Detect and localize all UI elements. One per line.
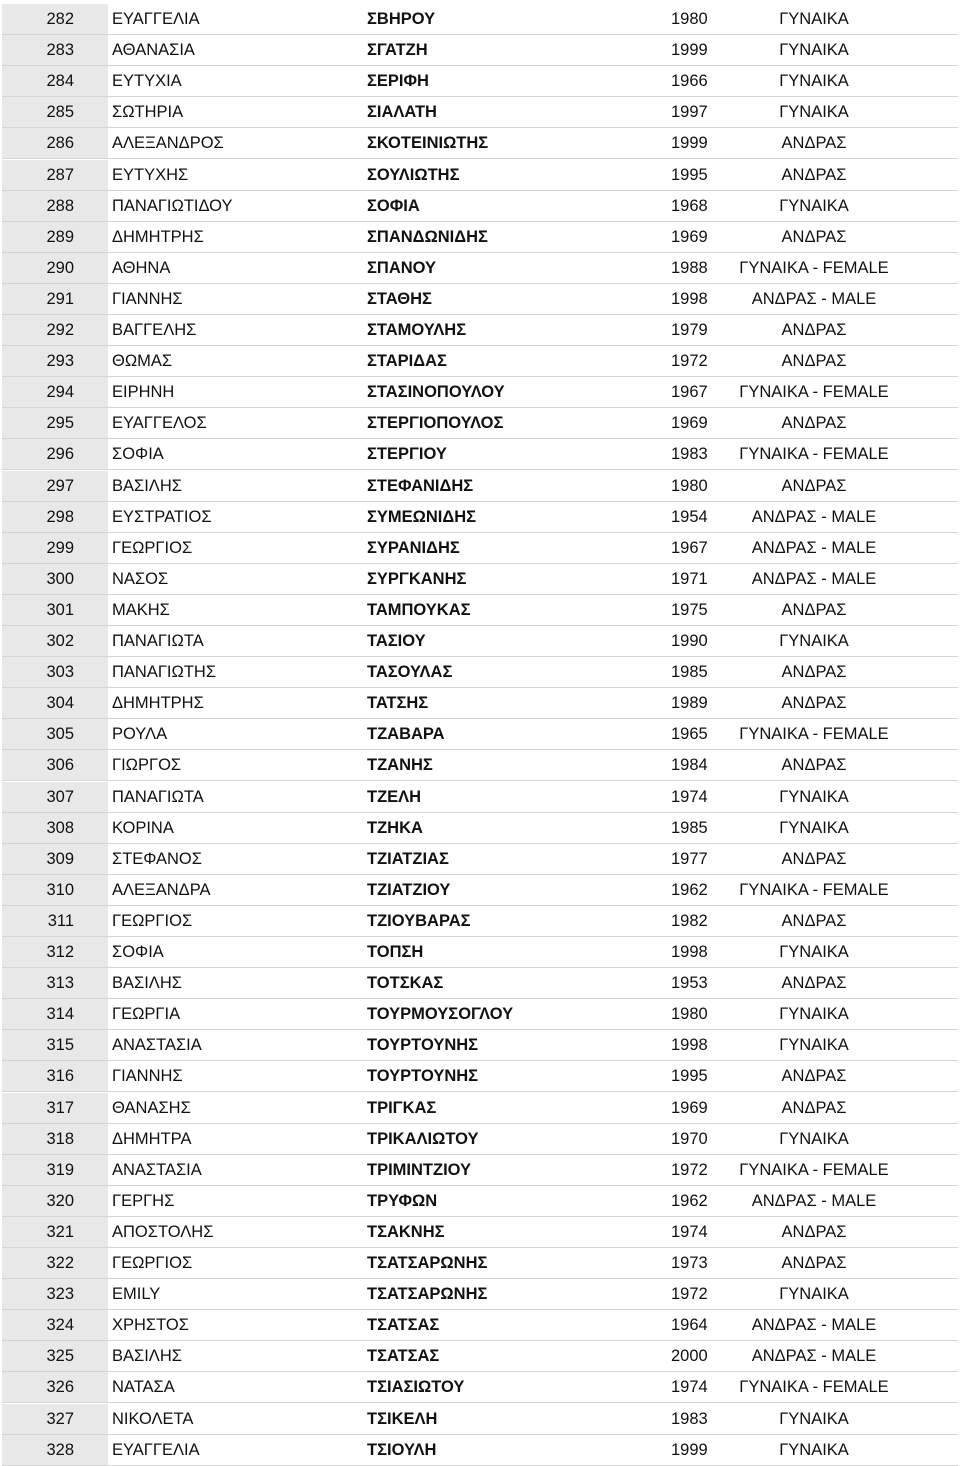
gender: ΑΝΔΡΑΣ <box>781 1098 847 1117</box>
table-row <box>2 502 958 533</box>
last-name: ΤΖΙΑΤΖΙΑΣ <box>367 849 449 868</box>
row-number: 300 <box>2 564 108 594</box>
first-name: ΔΗΜΗΤΡΗΣ <box>112 694 204 713</box>
birth-year: 1982 <box>671 911 708 930</box>
gender: ΑΝΔΡΑΣ <box>781 476 847 495</box>
row-number: 290 <box>2 253 108 283</box>
table-row <box>2 937 958 968</box>
gender: ΓΥΝΑΙΚΑ <box>779 818 849 837</box>
table-row <box>2 128 958 159</box>
birth-year: 1971 <box>671 569 708 588</box>
row-number: 324 <box>2 1310 108 1340</box>
first-name: ΑΠΟΣΤΟΛΗΣ <box>112 1222 214 1241</box>
gender: ΑΝΔΡΑΣ <box>781 911 847 930</box>
first-name: ΜΑΚΗΣ <box>112 600 170 619</box>
birth-year: 1995 <box>671 165 708 184</box>
birth-year: 1983 <box>671 445 708 464</box>
last-name: ΣΟΦΙΑ <box>367 196 420 215</box>
birth-year: 1967 <box>671 538 708 557</box>
last-name: ΤΣΑΤΣΑΡΩΝΗΣ <box>367 1285 488 1304</box>
row-number: 294 <box>2 377 108 407</box>
birth-year: 1953 <box>671 974 708 993</box>
gender: ΑΝΔΡΑΣ - MALE <box>751 1191 877 1210</box>
last-name: ΤΡΙΚΑΛΙΩΤΟΥ <box>367 1129 479 1148</box>
table-row <box>2 1093 958 1124</box>
row-number: 295 <box>2 408 108 438</box>
table-row <box>2 1186 958 1217</box>
first-name: ΑΘΗΝΑ <box>112 258 171 277</box>
birth-year: 1995 <box>671 1067 708 1086</box>
last-name: ΤΖΗΚΑ <box>367 818 423 837</box>
birth-year: 1972 <box>671 1285 708 1304</box>
table-row <box>2 564 958 595</box>
first-name: ΑΘΑΝΑΣΙΑ <box>112 41 195 60</box>
table-row <box>2 782 958 813</box>
row-number: 320 <box>2 1186 108 1216</box>
birth-year: 1979 <box>671 321 708 339</box>
table-row <box>2 97 958 128</box>
birth-year: 1972 <box>671 352 708 371</box>
row-number: 307 <box>2 782 108 812</box>
last-name: ΤΣΑΤΣΑΡΩΝΗΣ <box>367 1254 488 1272</box>
first-name: ΚΟΡΙΝΑ <box>112 818 174 837</box>
row-number: 287 <box>2 160 108 190</box>
row-number: 328 <box>2 1435 108 1465</box>
table-row <box>2 1061 958 1092</box>
birth-year: 1998 <box>671 289 708 308</box>
table-row <box>2 906 958 937</box>
gender: ΑΝΔΡΑΣ <box>781 756 847 775</box>
table-row <box>2 408 958 439</box>
table-row <box>2 1217 958 1248</box>
gender: ΓΥΝΑΙΚΑ - FEMALE <box>739 258 889 277</box>
gender: ΑΝΔΡΑΣ <box>781 694 847 713</box>
first-name: ΕΥΑΓΓΕΛΟΣ <box>112 414 207 433</box>
first-name: ΓΕΩΡΓΙΟΣ <box>112 1254 193 1272</box>
gender: ΑΝΔΡΑΣ - MALE <box>751 1347 877 1366</box>
table-row <box>2 813 958 844</box>
birth-year: 1999 <box>671 41 708 60</box>
birth-year: 1989 <box>671 694 708 713</box>
gender: ΑΝΔΡΑΣ <box>781 352 847 371</box>
gender: ΑΝΔΡΑΣ - MALE <box>751 538 877 557</box>
birth-year: 1999 <box>671 1440 708 1459</box>
table-row <box>2 35 958 66</box>
birth-year: 1969 <box>671 414 708 433</box>
last-name: ΤΖΙΟΥΒΑΡΑΣ <box>367 911 471 930</box>
first-name: ΓΕΩΡΓΙΑ <box>112 1005 181 1024</box>
birth-year: 1965 <box>671 725 708 744</box>
birth-year: 1984 <box>671 756 708 775</box>
last-name: ΤΣΑΤΣΑΣ <box>367 1347 440 1366</box>
gender: ΑΝΔΡΑΣ <box>781 134 847 153</box>
first-name: ΠΑΝΑΓΙΩΤΑ <box>112 632 204 650</box>
last-name: ΤΡΙΜΙΝΤΖΙΟΥ <box>367 1160 472 1179</box>
last-name: ΤΟΥΡΤΟΥΝΗΣ <box>367 1036 479 1055</box>
last-name: ΣΤΑΡΙΔΑΣ <box>367 352 447 371</box>
gender: ΑΝΔΡΑΣ - MALE <box>751 507 877 526</box>
gender: ΑΝΔΡΑΣ <box>781 1222 847 1241</box>
last-name: ΣΕΡΙΦΗ <box>367 72 429 91</box>
first-name: ΒΑΣΙΛΗΣ <box>112 476 182 495</box>
gender: ΓΥΝΑΙΚΑ <box>779 72 849 91</box>
table-row <box>2 1310 958 1341</box>
birth-year: 1962 <box>671 1191 708 1210</box>
birth-year: 1969 <box>671 1098 708 1117</box>
last-name: ΤΣΙΟΥΛΗ <box>367 1440 437 1459</box>
row-number: 316 <box>2 1061 108 1091</box>
table-row <box>2 1030 958 1061</box>
first-name: ΒΑΣΙΛΗΣ <box>112 1347 182 1366</box>
gender: ΓΥΝΑΙΚΑ <box>779 1409 849 1428</box>
last-name: ΤΑΤΣΗΣ <box>367 694 429 713</box>
first-name: ΑΛΕΞΑΝΔΡΑ <box>112 880 211 899</box>
gender: ΓΥΝΑΙΚΑ <box>779 1036 849 1055</box>
birth-year: 1974 <box>671 1222 708 1241</box>
row-number: 291 <box>2 284 108 314</box>
table-row <box>2 439 958 470</box>
last-name: ΤΑΣΙΟΥ <box>367 632 426 650</box>
birth-year: 1997 <box>671 103 708 122</box>
first-name: ΑΛΕΞΑΝΔΡΟΣ <box>112 134 224 153</box>
last-name: ΤΟΥΡΤΟΥΝΗΣ <box>367 1067 479 1086</box>
gender: ΑΝΔΡΑΣ <box>781 663 847 682</box>
first-name: ΝΑΣΟΣ <box>112 569 169 588</box>
last-name: ΣΓΑΤΖΗ <box>367 41 428 60</box>
row-number: 304 <box>2 688 108 718</box>
first-name: ΕΙΡΗΝΗ <box>112 383 175 402</box>
table-row <box>2 1248 958 1279</box>
table-row <box>2 1124 958 1155</box>
first-name: ΔΗΜΗΤΡΗΣ <box>112 227 204 246</box>
row-number: 289 <box>2 222 108 252</box>
birth-year: 1977 <box>671 849 708 868</box>
gender: ΓΥΝΑΙΚΑ - FEMALE <box>739 383 889 402</box>
row-number: 317 <box>2 1093 108 1123</box>
row-number: 299 <box>2 533 108 563</box>
first-name: ΠΑΝΑΓΙΩΤΙΔΟΥ <box>112 196 233 215</box>
gender: ΑΝΔΡΑΣ <box>781 1254 847 1272</box>
birth-year: 1983 <box>671 1409 708 1428</box>
row-number: 297 <box>2 471 108 501</box>
last-name: ΣΤΑΘΗΣ <box>367 289 432 308</box>
first-name: ΣΤΕΦΑΝΟΣ <box>112 849 202 868</box>
row-number: 283 <box>2 35 108 65</box>
last-name: ΤΣΙΑΣΙΩΤΟΥ <box>367 1378 465 1397</box>
last-name: ΣΙΑΛΑΤΗ <box>367 103 437 122</box>
first-name: ΣΟΦΙΑ <box>112 943 164 961</box>
table-row <box>2 1341 958 1372</box>
birth-year: 1999 <box>671 134 708 153</box>
last-name: ΣΥΜΕΩΝΙΔΗΣ <box>367 507 477 526</box>
last-name: ΣΤΕΡΓΙΟΠΟΥΛΟΣ <box>367 414 504 433</box>
row-number: 326 <box>2 1372 108 1402</box>
birth-year: 1966 <box>671 72 708 91</box>
row-number: 312 <box>2 937 108 967</box>
last-name: ΤΖΑΒΑΡΑ <box>367 725 445 744</box>
last-name: ΤΖΕΛΗ <box>367 787 422 806</box>
table-row <box>2 160 958 191</box>
gender: ΑΝΔΡΑΣ - MALE <box>751 289 877 308</box>
first-name: ΓΕΡΓΗΣ <box>112 1191 175 1210</box>
table-row <box>2 253 958 284</box>
table-row <box>2 657 958 688</box>
gender: ΓΥΝΑΙΚΑ <box>779 103 849 122</box>
row-number: 323 <box>2 1279 108 1309</box>
last-name: ΣΤΑΜΟΥΛΗΣ <box>367 321 467 339</box>
row-number: 313 <box>2 968 108 998</box>
first-name: EMILY <box>112 1285 161 1304</box>
row-number: 322 <box>2 1248 108 1278</box>
table-row <box>2 844 958 875</box>
row-number: 286 <box>2 128 108 158</box>
table-row <box>2 1372 958 1403</box>
row-number: 301 <box>2 595 108 625</box>
gender: ΓΥΝΑΙΚΑ <box>779 1129 849 1148</box>
first-name: ΣΟΦΙΑ <box>112 445 164 464</box>
row-number: 303 <box>2 657 108 687</box>
row-number: 305 <box>2 719 108 749</box>
last-name: ΤΟΠΣΗ <box>367 943 424 961</box>
first-name: ΔΗΜΗΤΡΑ <box>112 1129 192 1148</box>
last-name: ΣΠΑΝΟΥ <box>367 258 437 277</box>
gender: ΑΝΔΡΑΣ <box>781 974 847 993</box>
table-row <box>2 595 958 626</box>
row-number: 302 <box>2 626 108 656</box>
birth-year: 1980 <box>671 10 708 28</box>
last-name: ΤΟΤΣΚΑΣ <box>367 974 444 993</box>
table-row <box>2 1155 958 1186</box>
table-row <box>2 533 958 564</box>
birth-year: 1985 <box>671 663 708 682</box>
gender: ΑΝΔΡΑΣ - MALE <box>751 569 877 588</box>
first-name: ΕΥΑΓΓΕΛΙΑ <box>112 10 200 28</box>
gender: ΓΥΝΑΙΚΑ - FEMALE <box>739 725 889 744</box>
gender: ΓΥΝΑΙΚΑ <box>779 10 849 28</box>
table-row <box>2 688 958 719</box>
birth-year: 1990 <box>671 632 708 650</box>
table-row <box>2 875 958 906</box>
gender: ΓΥΝΑΙΚΑ <box>779 632 849 650</box>
gender: ΑΝΔΡΑΣ <box>781 600 847 619</box>
first-name: ΕΥΤΥΧΗΣ <box>112 165 189 184</box>
first-name: ΓΕΩΡΓΙΟΣ <box>112 911 193 930</box>
gender: ΑΝΔΡΑΣ <box>781 414 847 433</box>
last-name: ΣΥΡΑΝΙΔΗΣ <box>367 538 460 557</box>
gender: ΓΥΝΑΙΚΑ <box>779 196 849 215</box>
row-number: 318 <box>2 1124 108 1154</box>
row-number: 309 <box>2 844 108 874</box>
gender: ΑΝΔΡΑΣ <box>781 1067 847 1086</box>
row-number: 325 <box>2 1341 108 1371</box>
first-name: ΘΩΜΑΣ <box>112 352 173 371</box>
table-row <box>2 626 958 657</box>
gender: ΑΝΔΡΑΣ <box>781 321 847 339</box>
birth-year: 1974 <box>671 787 708 806</box>
last-name: ΣΚΟΤΕΙΝΙΩΤΗΣ <box>367 134 489 153</box>
table-row <box>2 377 958 408</box>
table-row <box>2 719 958 750</box>
first-name: ΘΑΝΑΣΗΣ <box>112 1098 191 1117</box>
first-name: ΑΝΑΣΤΑΣΙΑ <box>112 1036 202 1055</box>
first-name: ΒΑΣΙΛΗΣ <box>112 974 182 993</box>
gender: ΓΥΝΑΙΚΑ <box>779 1285 849 1304</box>
table-row <box>2 968 958 999</box>
table-row <box>2 471 958 502</box>
table-row <box>2 1279 958 1310</box>
last-name: ΤΣΑΚΝΗΣ <box>367 1222 445 1241</box>
birth-year: 1985 <box>671 818 708 837</box>
last-name: ΤΖΙΑΤΖΙΟΥ <box>367 880 451 899</box>
row-number: 306 <box>2 750 108 780</box>
table-row <box>2 284 958 315</box>
row-number: 315 <box>2 1030 108 1060</box>
row-number: 293 <box>2 346 108 376</box>
first-name: ΠΑΝΑΓΙΩΤΑ <box>112 787 204 806</box>
first-name: ΓΙΑΝΝΗΣ <box>112 289 183 308</box>
table-row <box>2 999 958 1030</box>
table-row <box>2 1435 958 1466</box>
row-number: 282 <box>2 4 108 34</box>
last-name: ΣΟΥΛΙΩΤΗΣ <box>367 165 460 184</box>
birth-year: 1974 <box>671 1378 708 1397</box>
gender: ΓΥΝΑΙΚΑ <box>779 943 849 961</box>
row-number: 298 <box>2 502 108 532</box>
gender: ΓΥΝΑΙΚΑ <box>779 41 849 60</box>
row-number: 321 <box>2 1217 108 1247</box>
table-row <box>2 191 958 222</box>
first-name: ΠΑΝΑΓΙΩΤΗΣ <box>112 663 217 682</box>
gender: ΓΥΝΑΙΚΑ - FEMALE <box>739 1160 889 1179</box>
gender: ΓΥΝΑΙΚΑ <box>779 787 849 806</box>
birth-year: 1975 <box>671 600 708 619</box>
first-name: ΕΥΤΥΧΙΑ <box>112 72 182 91</box>
birth-year: 1980 <box>671 476 708 495</box>
birth-year: 1980 <box>671 1005 708 1024</box>
gender: ΑΝΔΡΑΣ <box>781 227 847 246</box>
first-name: ΡΟΥΛΑ <box>112 725 168 744</box>
row-number: 288 <box>2 191 108 221</box>
gender: ΑΝΔΡΑΣ - MALE <box>751 1316 877 1335</box>
birth-year: 1973 <box>671 1254 708 1272</box>
birth-year: 1998 <box>671 1036 708 1055</box>
birth-year: 1969 <box>671 227 708 246</box>
last-name: ΣΠΑΝΔΩΝΙΔΗΣ <box>367 227 488 246</box>
last-name: ΣΥΡΓΚΑΝΗΣ <box>367 569 467 588</box>
birth-year: 1967 <box>671 383 708 402</box>
first-name: ΝΑΤΑΣΑ <box>112 1378 175 1397</box>
last-name: ΣΒΗΡΟΥ <box>367 10 436 28</box>
table-row <box>2 1404 958 1435</box>
birth-year: 1998 <box>671 943 708 961</box>
last-name: ΤΑΜΠΟΥΚΑΣ <box>367 600 471 619</box>
last-name: ΤΣΙΚΕΛΗ <box>367 1409 438 1428</box>
first-name: ΓΙΩΡΓΟΣ <box>112 756 182 775</box>
last-name: ΤΣΑΤΣΑΣ <box>367 1316 440 1335</box>
row-number: 311 <box>2 906 108 936</box>
table-row <box>2 66 958 97</box>
first-name: ΕΥΣΤΡΑΤΙΟΣ <box>112 507 212 526</box>
last-name: ΣΤΕΦΑΝΙΔΗΣ <box>367 476 474 495</box>
table-row <box>2 4 958 35</box>
table-row <box>2 222 958 253</box>
first-name: ΓΙΑΝΝΗΣ <box>112 1067 183 1086</box>
gender: ΓΥΝΑΙΚΑ <box>779 1440 849 1459</box>
row-number: 327 <box>2 1404 108 1434</box>
row-number: 314 <box>2 999 108 1029</box>
birth-year: 1954 <box>671 507 708 526</box>
gender: ΑΝΔΡΑΣ <box>781 165 847 184</box>
row-number: 308 <box>2 813 108 843</box>
first-name: ΧΡΗΣΤΟΣ <box>112 1316 189 1335</box>
row-number: 319 <box>2 1155 108 1185</box>
table-row <box>2 315 958 346</box>
birth-year: 2000 <box>671 1347 708 1366</box>
birth-year: 1964 <box>671 1316 708 1335</box>
gender: ΓΥΝΑΙΚΑ - FEMALE <box>739 445 889 464</box>
first-name: ΒΑΓΓΕΛΗΣ <box>112 321 197 339</box>
birth-year: 1972 <box>671 1160 708 1179</box>
row-number: 292 <box>2 315 108 345</box>
row-number: 296 <box>2 439 108 469</box>
last-name: ΤΡΙΓΚΑΣ <box>367 1098 437 1117</box>
birth-year: 1968 <box>671 196 708 215</box>
last-name: ΤΟΥΡΜΟΥΣΟΓΛΟΥ <box>367 1005 514 1024</box>
last-name: ΤΑΣΟΥΛΑΣ <box>367 663 453 682</box>
first-name: ΑΝΑΣΤΑΣΙΑ <box>112 1160 202 1179</box>
first-name: ΕΥΑΓΓΕΛΙΑ <box>112 1440 200 1459</box>
row-number: 285 <box>2 97 108 127</box>
first-name: ΣΩΤΗΡΙΑ <box>112 103 184 122</box>
last-name: ΤΖΑΝΗΣ <box>367 756 433 775</box>
last-name: ΤΡΥΦΩΝ <box>367 1191 438 1210</box>
table-row <box>2 346 958 377</box>
first-name: ΝΙΚΟΛΕΤΑ <box>112 1409 194 1428</box>
birth-year: 1962 <box>671 880 708 899</box>
first-name: ΓΕΩΡΓΙΟΣ <box>112 538 193 557</box>
gender: ΓΥΝΑΙΚΑ - FEMALE <box>739 880 889 899</box>
row-number: 310 <box>2 875 108 905</box>
gender: ΓΥΝΑΙΚΑ <box>779 1005 849 1024</box>
last-name: ΣΤΑΣΙΝΟΠΟΥΛΟΥ <box>367 383 505 402</box>
gender: ΑΝΔΡΑΣ <box>781 849 847 868</box>
row-number: 284 <box>2 66 108 96</box>
last-name: ΣΤΕΡΓΙΟΥ <box>367 445 447 464</box>
gender: ΓΥΝΑΙΚΑ - FEMALE <box>739 1378 889 1397</box>
birth-year: 1970 <box>671 1129 708 1148</box>
birth-year: 1988 <box>671 258 708 277</box>
table-row <box>2 750 958 781</box>
